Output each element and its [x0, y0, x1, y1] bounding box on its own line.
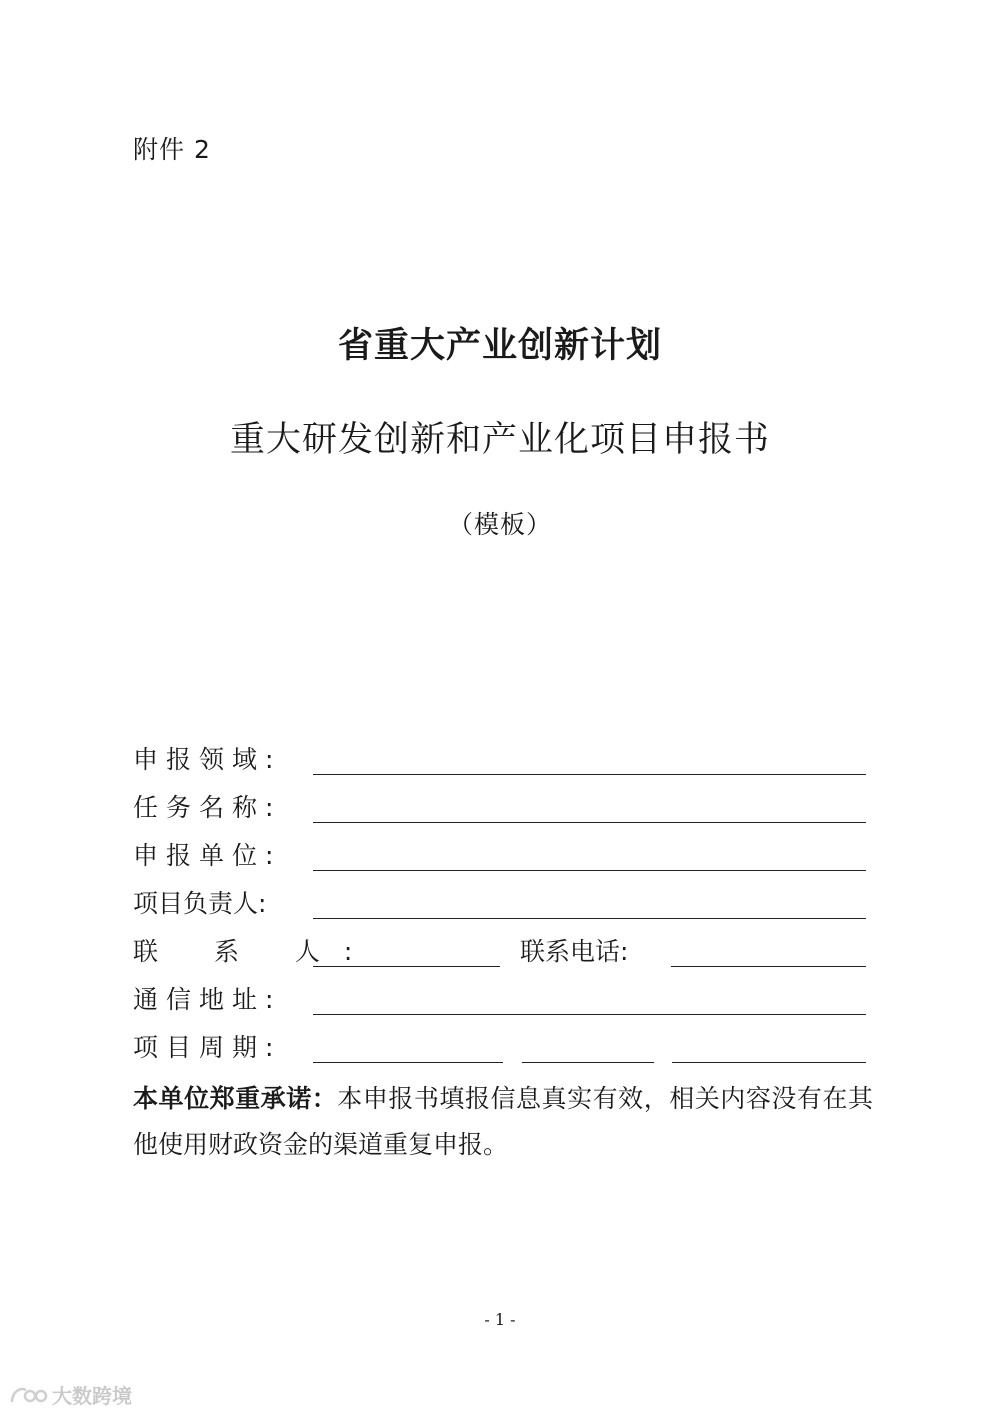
fill-line-applicant[interactable]: [313, 870, 866, 871]
field-label-applicant: 申报单位:: [133, 841, 282, 870]
attachment-label: 附件 2: [133, 135, 211, 164]
document-subtitle: 重大研发创新和产业化项目申报书: [229, 420, 770, 460]
fill-line-period-start[interactable]: [313, 1062, 503, 1063]
watermark-text: 大数跨境: [52, 1384, 132, 1408]
form-row-applicant: [133, 834, 868, 874]
field-label-leader: 项目负责人:: [133, 889, 267, 918]
fill-line-domain[interactable]: [313, 774, 866, 775]
fill-line-address[interactable]: [313, 1014, 866, 1015]
template-note: （模板）: [447, 510, 552, 539]
form-row-task-name: [133, 786, 868, 826]
form-row-contact: [133, 930, 868, 970]
field-label-address: 通信地址:: [133, 985, 282, 1014]
pledge-paragraph: [133, 1076, 873, 1168]
fill-line-phone[interactable]: [671, 966, 866, 967]
watermark: [8, 1380, 132, 1409]
field-label-contact: 联 系 人:: [133, 937, 377, 966]
field-label-task-name: 任务名称:: [133, 793, 282, 822]
form-row-leader: [133, 882, 868, 922]
pledge-heading: 本单位郑重承诺：: [133, 1084, 338, 1113]
fill-line-task-name[interactable]: [313, 822, 866, 823]
field-label-phone: 联系电话:: [520, 937, 629, 966]
document-title: 省重大产业创新计划: [337, 326, 662, 366]
fill-line-contact[interactable]: [313, 966, 500, 967]
field-label-domain: 申报领域:: [133, 745, 282, 774]
form-row-domain: [133, 738, 868, 778]
pledge-body: 本申报书填报信息真实有效，相关内容没有在其他使用财政资金的渠道重复申报。: [133, 1084, 873, 1159]
watermark-logo-icon: [8, 1384, 48, 1406]
form-row-period: [133, 1026, 868, 1066]
form-row-address: [133, 978, 868, 1018]
page-number: - 1 -: [484, 1310, 516, 1329]
fill-line-leader[interactable]: [313, 918, 866, 919]
fill-line-period-middle[interactable]: [522, 1062, 654, 1063]
fill-line-period-end[interactable]: [672, 1062, 866, 1063]
field-label-period: 项目周期:: [133, 1033, 282, 1062]
